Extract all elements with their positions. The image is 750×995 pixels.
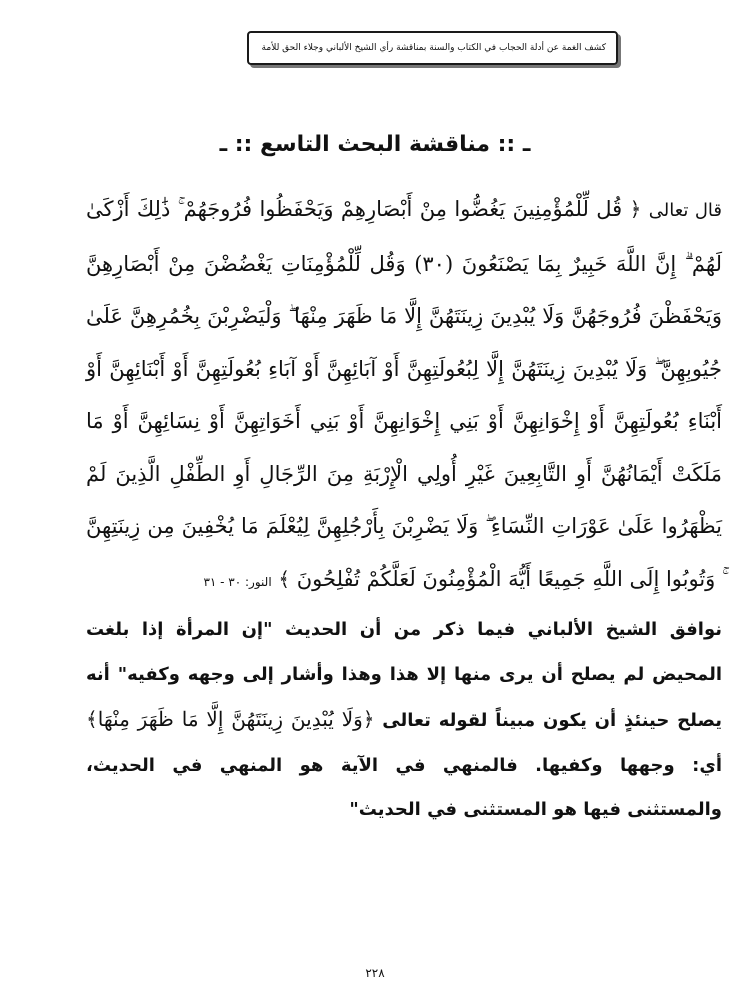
section-title: ـ :: مناقشة البحث التاسع :: ـ (219, 132, 531, 157)
verse-31-text: وَقُل لِّلْمُؤْمِنَاتِ يَغْضُضْنَ مِنْ أَبْصَارِهِنَّ وَيَحْفَظْنَ فُرُوجَهُنَّ وَلَا يُبْدِينَ زِينَتَهُنَّ إِلَّا مَا ظَهَرَ مِنْهَا ۖ وَلْيَضْرِبْنَ بِخُمُرِهِنَّ عَلَىٰ جُيُوبِهِنَّ ۖ وَلَا يُبْدِينَ زِينَتَهُنَّ إِلَّا لِبُعُولَتِهِنَّ أَوْ آبَائِهِنَّ أَوْ آبَاءِ بُعُولَتِهِنَّ أَوْ أَبْنَائِهِنَّ أَوْ أَبْنَاءِ بُعُولَتِهِنَّ أَوْ إِخْوَانِهِنَّ أَوْ بَنِي إِخْوَانِهِنَّ أَوْ بَنِي أَخَوَاتِهِنَّ أَوْ نِسَائِهِنَّ أَوْ مَا مَلَكَتْ أَيْمَانُهُنَّ أَوِ التَّابِعِينَ غَيْرِ أُولِي الْإِرْبَةِ مِنَ الرِّجَالِ أَوِ الطِّفْلِ الَّذِينَ لَمْ يَظْهَرُوا عَلَىٰ عَوْرَاتِ النِّسَاءِ ۖ وَلَا يَضْرِبْنَ بِأَرْجُلِهِنَّ لِيُعْلَمَ مَا يُخْفِينَ مِن زِينَتِهِنَّ ۚ وَتُوبُوا إِلَى اللَّهِ جَمِيعًا أَيُّهَ الْمُؤْمِنُونَ لَعَلَّكُمْ تُفْلِحُونَ (86, 251, 722, 591)
commentary-verse-quote: ﴿وَلَا يُبْدِينَ زِينَتَهُنَّ إِلَّا مَا ظَهَرَ مِنْهَا﴾ (86, 707, 375, 731)
quran-open-bracket: ﴿ (629, 197, 642, 221)
verse-30-text: قُل لِّلْمُؤْمِنِينَ يَغُضُّوا مِنْ أَبْصَارِهِمْ وَيَحْفَظُوا فُرُوجَهُمْ ۚ ذَٰلِكَ أَزْكَىٰ لَهُمْ ۗ إِنَّ اللَّهَ خَبِيرٌ بِمَا يَصْنَعُونَ (86, 197, 722, 276)
commentary-text-2: أي: وجهها وكفيها. فالمنهي في الآية هو المنهي في الحديث، والمستثنى فيها هو المستثنى في الحديث" (86, 754, 722, 820)
page-number: ٢٢٨ (365, 966, 385, 980)
commentary-text-1: نوافق الشيخ الألباني فيما ذكر من أن الحديث "إن المرأة إذا بلغت المحيض لم يصلح أن يرى منها إلا هذا وهذا وأشار إلى وجهه وكفيه" أنه يصلح حينئذٍ أن يكون مبيناً لقوله تعالى (86, 619, 722, 731)
running-header (247, 31, 618, 65)
verse-intro: قال تعالى (648, 200, 722, 221)
quran-close-bracket: ﴾ (278, 566, 291, 591)
verse-30-marker: (٣٠) (414, 251, 454, 276)
quran-passage (86, 183, 722, 608)
running-header-title: كشف الغمة عن أدلة الحجاب في الكتاب والسنة بمناقشة رأي الشيخ الألباني وجلاء الحق للأمة (261, 43, 606, 53)
commentary-paragraph (86, 608, 722, 833)
surah-reference: النور: ٣٠ - ٣١ (203, 574, 272, 589)
